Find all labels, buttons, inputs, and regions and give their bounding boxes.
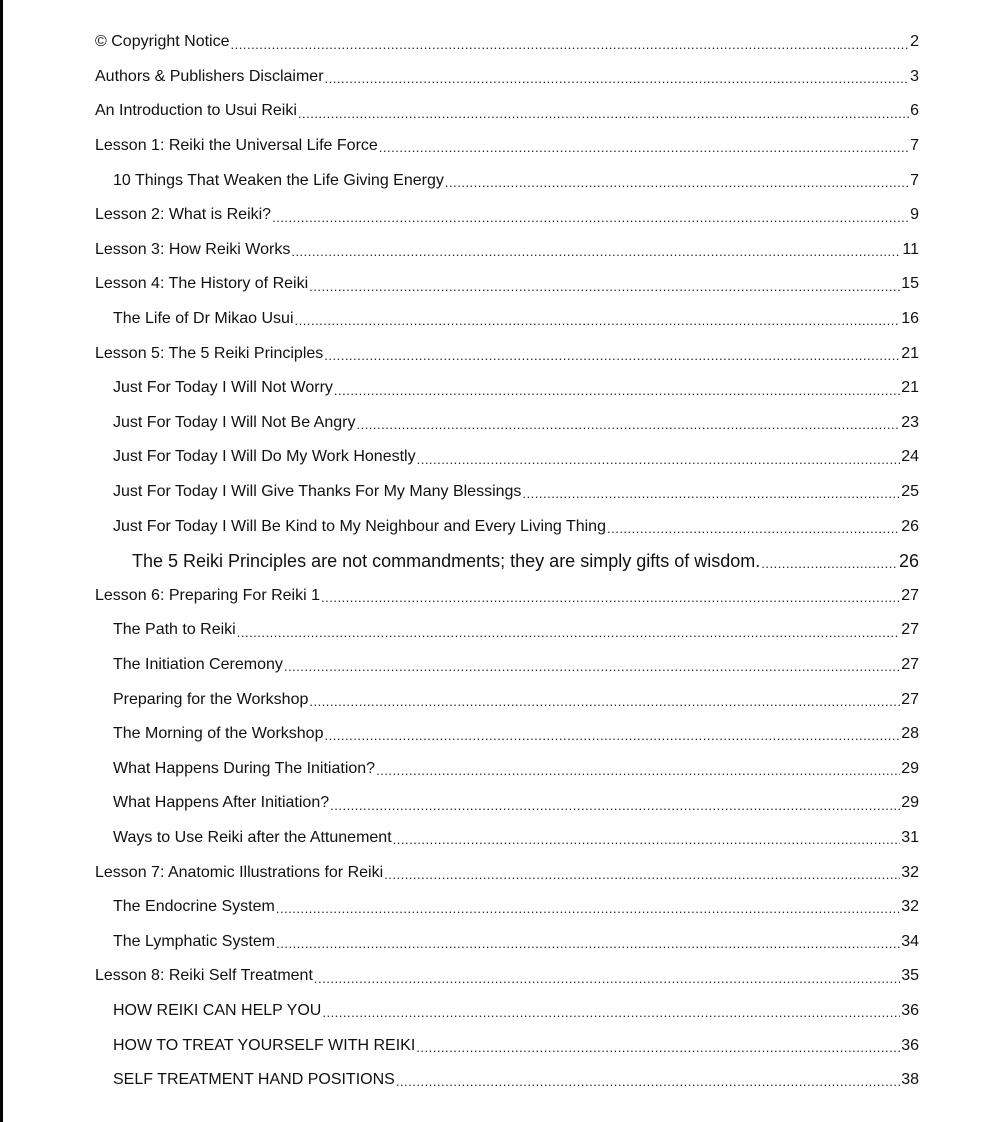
toc-entry-page-number: 26 — [898, 550, 919, 571]
toc-entry-page-number: 7 — [910, 171, 919, 189]
toc-entry-title: Just For Today I Will Not Be Angry — [113, 413, 356, 431]
toc-entry[interactable] — [0, 648, 1005, 683]
toc-dot-leader — [417, 453, 901, 475]
toc-entry-title: Lesson 8: Reiki Self Treatment — [95, 967, 313, 985]
toc-entry[interactable] — [0, 233, 1005, 268]
toc-entry[interactable] — [0, 94, 1005, 129]
toc-entry[interactable] — [0, 613, 1005, 648]
toc-entry-title: Just For Today I Will Do My Work Honestly — [113, 448, 416, 466]
toc-entry[interactable] — [0, 959, 1005, 994]
toc-entry-title: Just For Today I Will Be Kind to My Neighbour and Every Living Thing — [113, 517, 606, 535]
toc-entry[interactable] — [0, 751, 1005, 786]
toc-entry-page-number: 27 — [901, 690, 919, 708]
toc-entry-page-number: 36 — [901, 1036, 919, 1054]
toc-entry[interactable] — [0, 786, 1005, 821]
toc-dot-leader — [314, 972, 900, 994]
toc-dot-leader — [322, 1006, 900, 1028]
toc-entry-page-number: 2 — [910, 33, 919, 51]
toc-entry-page-number: 31 — [901, 828, 919, 846]
toc-dot-leader — [376, 764, 900, 786]
toc-entry[interactable] — [0, 267, 1005, 302]
toc-entry-title: Ways to Use Reiki after the Attunement — [113, 828, 392, 846]
toc-entry-page-number: 23 — [901, 413, 919, 431]
toc-entry-title: Lesson 1: Reiki the Universal Life Force — [95, 137, 378, 155]
toc-entry-page-number: 27 — [901, 655, 919, 673]
toc-entry[interactable] — [0, 890, 1005, 925]
toc-entry[interactable] — [0, 163, 1005, 198]
toc-entry[interactable] — [0, 994, 1005, 1029]
toc-entry[interactable] — [0, 60, 1005, 95]
toc-entry-title: © Copyright Notice — [95, 33, 230, 51]
toc-entry-page-number: 27 — [901, 621, 919, 639]
toc-entry-title: Just For Today I Will Not Worry — [113, 379, 333, 397]
toc-entry-page-number: 27 — [901, 586, 919, 604]
toc-dot-leader — [309, 695, 900, 717]
toc-entry-title: What Happens After Initiation? — [113, 794, 330, 812]
toc-entry[interactable] — [0, 821, 1005, 856]
toc-entry-title: Lesson 2: What is Reiki? — [95, 206, 272, 224]
toc-dot-leader — [356, 418, 900, 440]
toc-entry-page-number: 25 — [901, 483, 919, 501]
toc-entry-title: The Endocrine System — [113, 898, 275, 916]
toc-entry[interactable] — [0, 198, 1005, 233]
toc-dot-leader — [325, 72, 910, 94]
toc-entry-page-number: 29 — [901, 759, 919, 777]
toc-entry[interactable] — [0, 855, 1005, 890]
toc-dot-leader — [393, 833, 901, 855]
toc-entry-page-number: 16 — [901, 310, 919, 328]
toc-dot-leader — [324, 729, 900, 751]
toc-entry-title: An Introduction to Usui Reiki — [95, 102, 297, 120]
toc-dot-leader — [276, 902, 900, 924]
toc-dot-leader — [276, 937, 900, 959]
toc-entry-title: Lesson 5: The 5 Reiki Principles — [95, 344, 324, 362]
toc-entry[interactable] — [0, 475, 1005, 510]
toc-entry[interactable] — [0, 1028, 1005, 1063]
toc-entry-title: The Initiation Ceremony — [113, 655, 283, 673]
toc-entry-page-number: 21 — [901, 344, 919, 362]
toc-dot-leader — [379, 141, 909, 163]
toc-entry-title: The Life of Dr Mikao Usui — [113, 310, 294, 328]
toc-entry[interactable] — [0, 509, 1005, 544]
toc-entry-title: The 5 Reiki Principles are not commandments; they are simply gifts of wisdom. — [132, 550, 761, 571]
toc-dot-leader — [272, 211, 909, 233]
toc-dot-leader — [396, 1075, 900, 1097]
toc-entry-title: Lesson 7: Anatomic Illustrations for Reiki — [95, 863, 384, 881]
toc-dot-leader — [384, 868, 900, 890]
toc-entry-page-number: 15 — [901, 275, 919, 293]
toc-entry-page-number: 6 — [910, 102, 919, 120]
toc-entry-title: Just For Today I Will Give Thanks For My Many Blessings — [113, 483, 522, 501]
toc-entry[interactable] — [0, 682, 1005, 717]
toc-dot-leader — [237, 626, 900, 648]
toc-entry[interactable] — [0, 1063, 1005, 1098]
toc-entry-title: Preparing for the Workshop — [113, 690, 309, 708]
toc-dot-leader — [231, 38, 910, 60]
toc-entry-page-number: 11 — [902, 240, 919, 258]
toc-dot-leader — [321, 591, 900, 613]
toc-entry[interactable] — [0, 129, 1005, 164]
toc-entry-page-number: 36 — [901, 1001, 919, 1019]
toc-entry-page-number: 9 — [910, 206, 919, 224]
toc-entry[interactable] — [0, 924, 1005, 959]
toc-entry-title: HOW TO TREAT YOURSELF WITH REIKI — [113, 1036, 416, 1054]
toc-entry-page-number: 29 — [901, 794, 919, 812]
toc-entry[interactable] — [0, 440, 1005, 475]
toc-dot-leader — [445, 176, 909, 198]
toc-dot-leader — [291, 245, 901, 267]
toc-entry-title: Lesson 3: How Reiki Works — [95, 240, 291, 258]
toc-entry[interactable] — [0, 579, 1005, 614]
toc-entry[interactable] — [0, 371, 1005, 406]
table-of-contents — [0, 25, 1005, 1097]
toc-entry[interactable] — [0, 717, 1005, 752]
toc-entry-title: 10 Things That Weaken the Life Giving Energy — [113, 171, 444, 189]
toc-entry-title: HOW REIKI CAN HELP YOU — [113, 1001, 322, 1019]
toc-dot-leader — [295, 314, 901, 336]
toc-entry-page-number: 38 — [901, 1071, 919, 1089]
toc-dot-leader — [416, 1041, 900, 1063]
toc-dot-leader — [330, 799, 900, 821]
toc-entry-page-number: 7 — [910, 137, 919, 155]
toc-entry-page-number: 32 — [901, 898, 919, 916]
toc-dot-leader — [334, 384, 900, 406]
toc-entry-title: The Morning of the Workshop — [113, 725, 324, 743]
toc-dot-leader — [298, 107, 909, 129]
toc-entry-page-number: 26 — [901, 517, 919, 535]
toc-entry[interactable] — [0, 544, 1005, 579]
toc-entry-title: Lesson 6: Preparing For Reiki 1 — [95, 586, 320, 604]
toc-entry[interactable] — [0, 336, 1005, 371]
toc-entry-title: Lesson 4: The History of Reiki — [95, 275, 309, 293]
toc-entry[interactable] — [0, 302, 1005, 337]
toc-dot-leader — [522, 487, 900, 509]
toc-dot-leader — [761, 557, 898, 579]
toc-entry-title: Authors & Publishers Disclaimer — [95, 67, 324, 85]
toc-entry-page-number: 3 — [910, 67, 919, 85]
toc-dot-leader — [607, 522, 900, 544]
toc-dot-leader — [284, 660, 900, 682]
toc-entry-page-number: 24 — [901, 448, 919, 466]
toc-entry-title: The Path to Reiki — [113, 621, 236, 639]
toc-entry-title: What Happens During The Initiation? — [113, 759, 376, 777]
toc-entry[interactable] — [0, 25, 1005, 60]
toc-entry-title: The Lymphatic System — [113, 932, 276, 950]
toc-dot-leader — [324, 349, 900, 371]
toc-entry-page-number: 28 — [901, 725, 919, 743]
toc-entry[interactable] — [0, 406, 1005, 441]
toc-entry-page-number: 34 — [901, 932, 919, 950]
toc-entry-page-number: 32 — [901, 863, 919, 881]
toc-dot-leader — [309, 280, 900, 302]
toc-entry-page-number: 21 — [901, 379, 919, 397]
toc-entry-title: SELF TREATMENT HAND POSITIONS — [113, 1071, 395, 1089]
toc-entry-page-number: 35 — [901, 967, 919, 985]
